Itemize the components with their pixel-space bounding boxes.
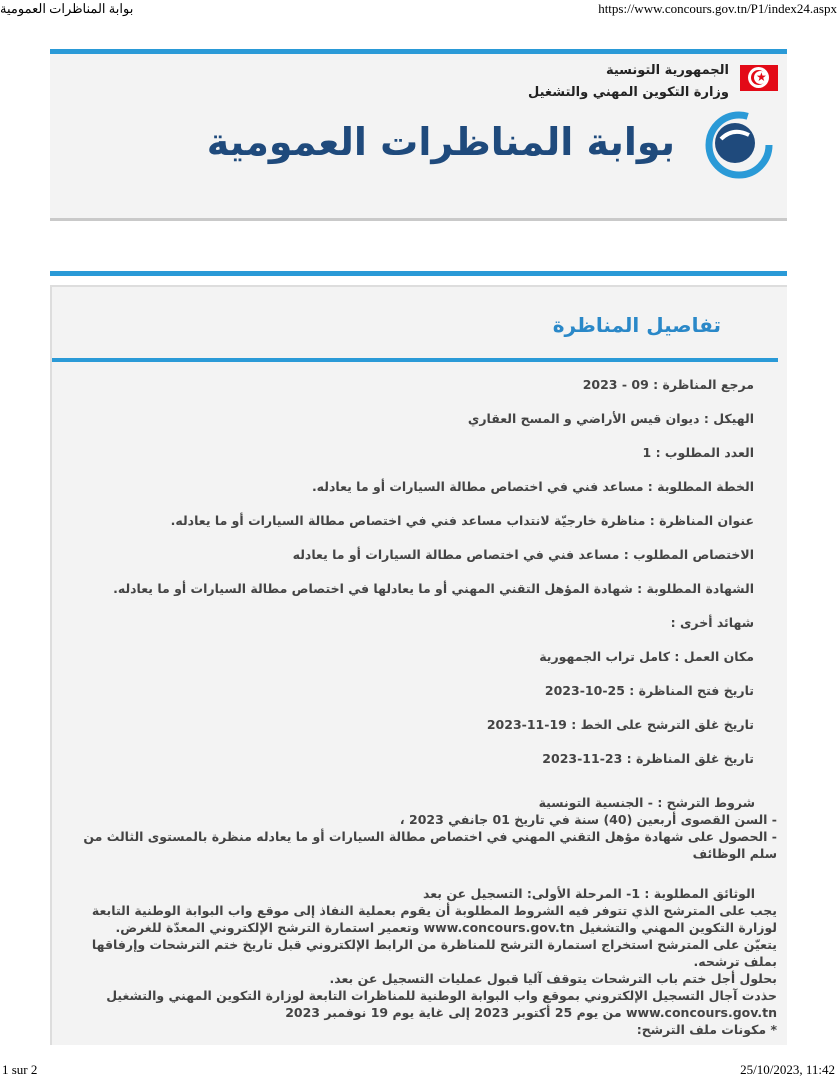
field-close-date: تاريخ غلق المناظرة : 23-11-2023 <box>542 751 754 766</box>
print-datetime: 25/10/2023, 11:42 <box>740 1062 835 1077</box>
field-specialty: الاختصاص المطلوب : مساعد فني في اختصاص مطالة السيارات أو ما يعادله <box>292 547 754 562</box>
field-reference: مرجع المناظرة : 09 - 2023 <box>582 377 754 392</box>
condition-item: - السن القصوى أربعين (40) سنة في تاريخ 01 جانفي 2023 ، <box>399 812 777 827</box>
documents-paragraph: * مكونات ملف الترشح: <box>636 1022 777 1037</box>
documents-section <box>67 885 777 1038</box>
print-header <box>0 0 837 20</box>
republic-label: الجمهورية التونسية <box>605 63 729 78</box>
print-page-url: https://www.concours.gov.tn/P1/index24.aspx <box>598 1 837 16</box>
panel-title: تفاصيل المناظرة <box>552 313 721 337</box>
print-footer <box>0 1060 837 1080</box>
field-diploma: الشهادة المطلوبة : شهادة المؤهل التقني المهني أو ما يعادلها في اختصاص مطالة السيارات أو ما يعادله. <box>113 581 754 596</box>
conditions-label: شروط الترشح : - الجنسية التونسية <box>538 795 755 810</box>
documents-label: الوثائق المطلوبة : 1- المرحلة الأولى: التسجيل عن بعد <box>423 886 755 901</box>
competition-details-panel <box>50 285 787 1045</box>
panel-title-underline <box>52 358 778 362</box>
ministry-label: وزارة التكوين المهني والتشغيل <box>528 85 729 100</box>
documents-paragraph: بحلول أجل ختم باب الترشحات يتوقف آليا قبول عمليات التسجيل عن بعد. <box>329 971 777 986</box>
field-institution: الهيكل : ديوان قيس الأراضي و المسح العقاري <box>467 411 754 426</box>
field-title: عنوان المناظرة : مناظرة خارجيّة لانتداب مساعد فني في اختصاص مطالة السيارات أو ما يعادله. <box>170 513 754 528</box>
separator-bar <box>50 271 787 276</box>
site-banner <box>50 49 787 221</box>
page-counter: 1 sur 2 <box>2 1062 38 1077</box>
field-other-diplomas: شهائد أخرى : <box>670 615 754 630</box>
field-online-close-date: تاريخ غلق الترشح على الخط : 19-11-2023 <box>486 717 754 732</box>
portal-name: بوابة المناظرات العمومية <box>206 120 675 164</box>
print-page-title: بوابة المناظرات العمومية <box>0 1 134 16</box>
conditions-section <box>67 794 777 862</box>
tunisia-flag-icon: ★ <box>740 65 778 91</box>
portal-logo-icon <box>699 109 779 181</box>
field-position: الخطة المطلوبة : مساعد فني في اختصاص مطالة السيارات أو ما يعادله. <box>311 479 754 494</box>
documents-paragraph: يتعيّن على المترشح استخراج استمارة الترشح للمناظرة من الرابط الإلكتروني قبل تاريخ ختم الترشحات وإرفاقها بملف ترشحه. <box>91 937 777 969</box>
field-work-location: مكان العمل : كامل تراب الجمهورية <box>539 649 754 664</box>
documents-paragraph: يجب على المترشح الذي تتوفر فيه الشروط المطلوبة أن يقوم بعملية النفاذ إلى موقع واب البوابة الوطنية التابعة لوزارة التكوين المهني والتشغيل www.concours.gov.tn وتعمير استمارة الترشح الإلكتروني المعدّة للغرض. <box>91 903 777 935</box>
condition-item: - الحصول على شهادة مؤهل التقني المهني في اختصاص مطالة السيارات أو ما يعادله منظرة بالمستوى الثالث من سلم الوظائف <box>83 829 777 861</box>
field-count: العدد المطلوب : 1 <box>642 445 754 460</box>
documents-paragraph: حذدت آجال التسجيل الإلكتروني بموقع واب البوابة الوطنية للمناظرات التابعة لوزارة التكوين المهني والتشغيل www.concours.gov.tn من يوم 25 أكتوبر 2023 إلى غاية يوم 19 نوفمبر 2023 <box>106 988 777 1020</box>
detail-fields <box>64 376 754 784</box>
field-open-date: تاريخ فتح المناظرة : 25-10-2023 <box>544 683 754 698</box>
